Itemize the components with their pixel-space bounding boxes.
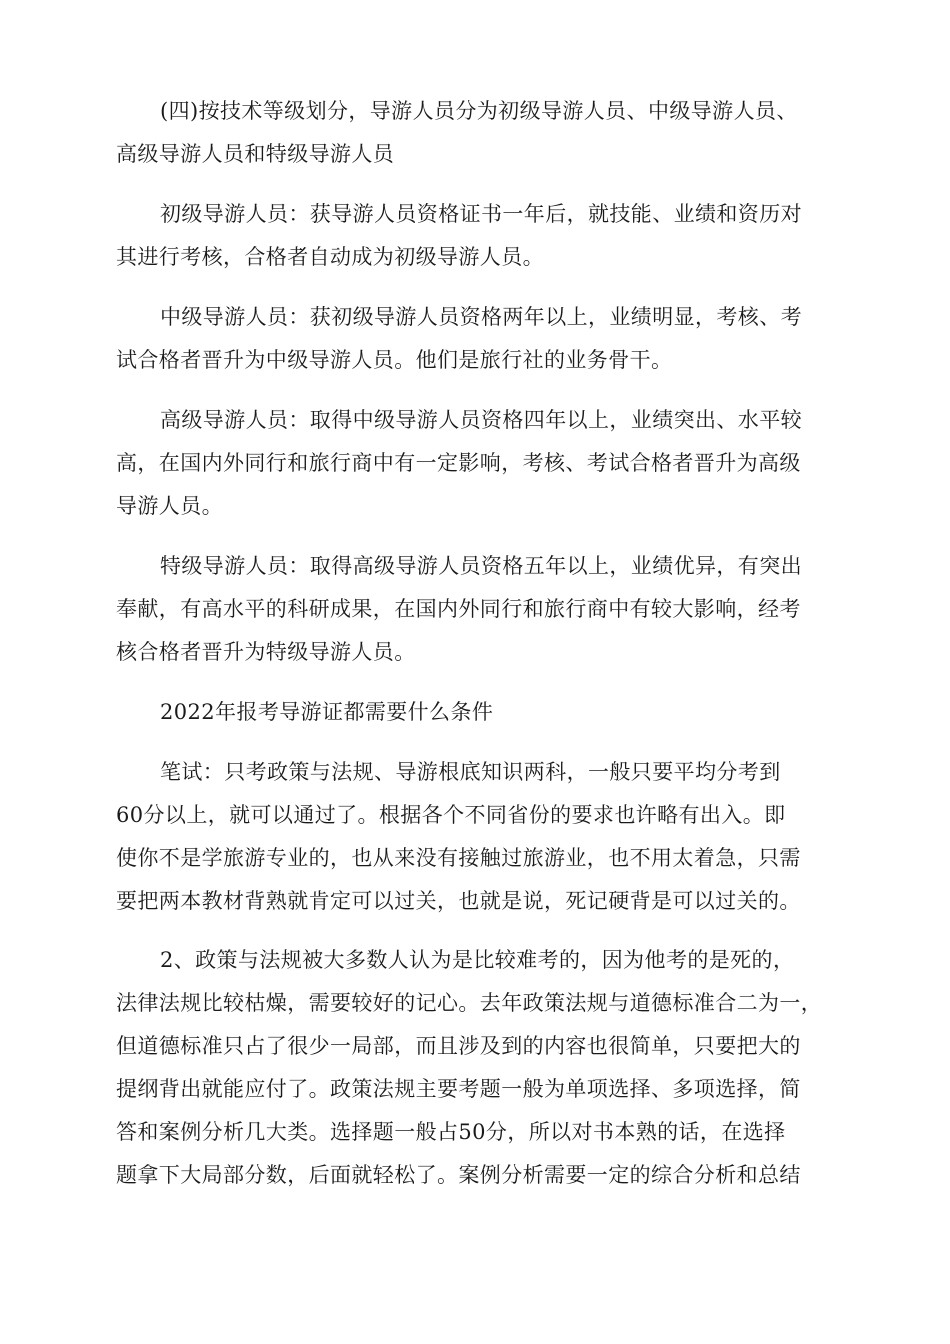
text-line: 导游人员。 bbox=[116, 494, 223, 518]
text-line: 要把两本教材背熟就肯定可以过关，也就是说，死记硬背是可以过关的。 bbox=[116, 889, 801, 913]
text-line: 初级导游人员：获导游人员资格证书一年后，就技能、业绩和资历对 bbox=[160, 202, 802, 226]
text-line: 高级导游人员：取得中级导游人员资格四年以上，业绩突出、水平较 bbox=[160, 408, 802, 432]
text-line: 奉献，有高水平的科研成果，在国内外同行和旅行商中有较大影响，经考 bbox=[116, 597, 801, 621]
text-line: 提纲背出就能应付了。政策法规主要考题一般为单项选择、多项选择，简 bbox=[116, 1077, 801, 1101]
paragraph-special-guide bbox=[116, 545, 836, 674]
paragraph-senior-guide bbox=[116, 399, 836, 528]
text-line: 特级导游人员：取得高级导游人员资格五年以上，业绩优异，有突出 bbox=[160, 554, 802, 578]
paragraph-written-exam bbox=[116, 751, 836, 923]
text-line: 答和案例分析几大类。选择题一般占50分，所以对书本熟的话，在选择 bbox=[116, 1120, 786, 1144]
text-line: 题拿下大局部分数，后面就轻松了。案例分析需要一定的综合分析和总结 bbox=[116, 1163, 801, 1187]
section-heading bbox=[116, 691, 836, 734]
text-line: 其进行考核，合格者自动成为初级导游人员。 bbox=[116, 245, 544, 269]
text-line: 核合格者晋升为特级导游人员。 bbox=[116, 640, 416, 664]
text-line: 60分以上，就可以通过了。根据各个不同省份的要求也许略有出入。即 bbox=[116, 803, 786, 827]
text-line: 笔试：只考政策与法规、导游根底知识两科，一般只要平均分考到 bbox=[160, 760, 781, 784]
text-line: (四)按技术等级划分，导游人员分为初级导游人员、中级导游人员、 bbox=[160, 99, 798, 123]
heading-line: 2022年报考导游证都需要什么条件 bbox=[160, 700, 494, 724]
text-line: 法律法规比较枯燥，需要较好的记心。去年政策法规与道德标准合二为一， bbox=[116, 991, 823, 1015]
text-line: 高级导游人员和特级导游人员 bbox=[116, 142, 395, 166]
paragraph-intermediate-guide bbox=[116, 296, 836, 382]
text-line: 高，在国内外同行和旅行商中有一定影响，考核、考试合格者晋升为高级 bbox=[116, 451, 801, 475]
text-line: 但道德标准只占了很少一局部，而且涉及到的内容也很简单，只要把大的 bbox=[116, 1034, 801, 1058]
paragraph-policy-and-law bbox=[116, 939, 836, 1197]
paragraph-junior-guide bbox=[116, 193, 836, 279]
paragraph-tech-level-classification bbox=[116, 90, 836, 176]
text-line: 试合格者晋升为中级导游人员。他们是旅行社的业务骨干。 bbox=[116, 348, 673, 372]
text-line: 中级导游人员：获初级导游人员资格两年以上，业绩明显，考核、考 bbox=[160, 305, 802, 329]
text-line: 2、政策与法规被大多数人认为是比较难考的，因为他考的是死的， bbox=[160, 948, 795, 972]
text-line: 使你不是学旅游专业的，也从来没有接触过旅游业，也不用太着急，只需 bbox=[116, 846, 801, 870]
